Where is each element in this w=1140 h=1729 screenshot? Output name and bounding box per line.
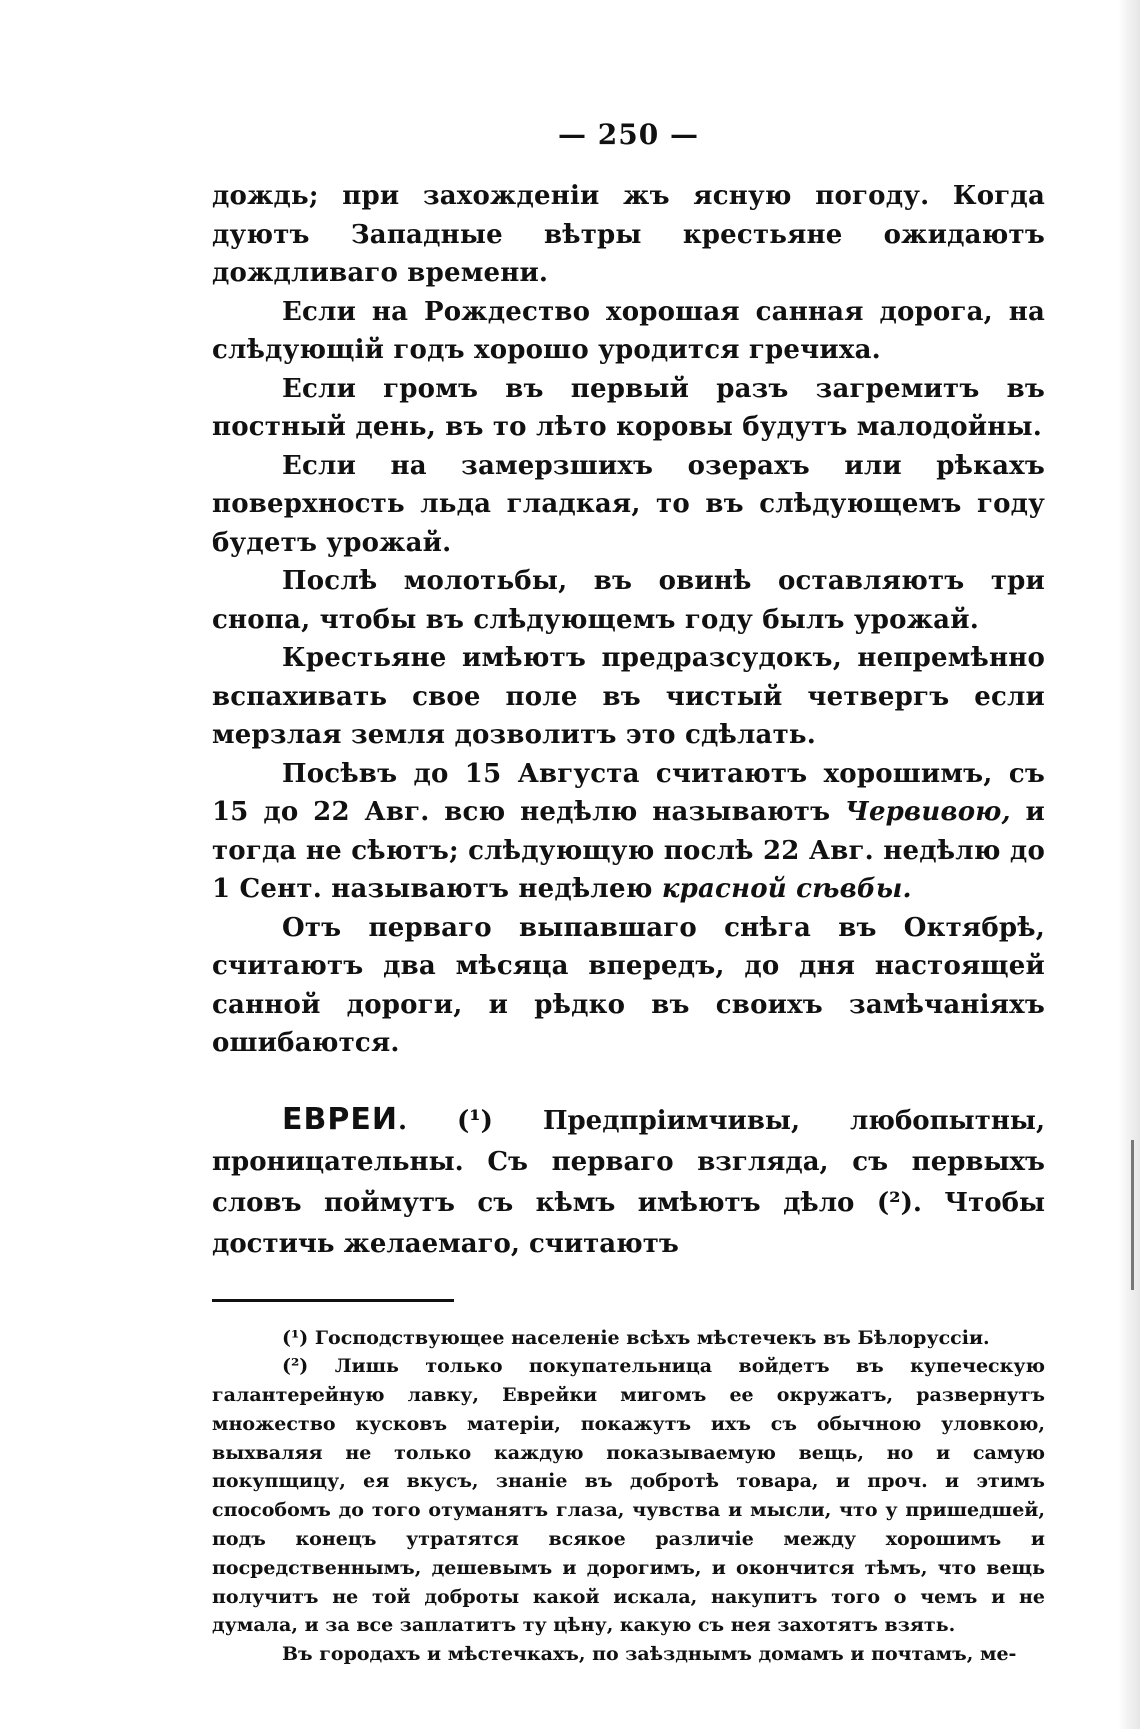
section-text-b: . Чтобы достичь желаемаго, считаютъ <box>212 1187 1046 1259</box>
scan-mark <box>1131 1140 1134 1290</box>
paragraph-clean-thursday: Крестьяне имѣютъ предразсудокъ, непремѣнно вспахивать свое поле въ чистый четвергъ если мерзлая земля дозволитъ это сдѣлать. <box>212 643 1045 750</box>
sowing-term-krasnaya-sevba: красной сѣвбы. <box>661 874 912 904</box>
sowing-term-chervivaya: Червивою, <box>845 797 1011 827</box>
paragraph-first-snow: Отъ перваго выпавшаго снѣга въ Октябрѣ, считаютъ два мѣсяца впередъ, до дня настоящей санной дороги, и рѣдко въ своихъ замѣчаніяхъ ошибаются. <box>212 912 1045 1058</box>
footnote-2-mark: (²) <box>282 1355 309 1378</box>
page-edge-shadow <box>1118 0 1140 1729</box>
paragraph-first-thunder: Если громъ въ первый разъ загремитъ въ постный день, въ то лѣто коровы будутъ малодойны. <box>212 373 1045 442</box>
footnote-ref-1[interactable]: (¹) <box>456 1105 493 1136</box>
footnote-ref-2[interactable]: (²) <box>876 1187 913 1218</box>
section-text-a: Предпріимчивы, любопытны, проницательны. Съ перваго взгляда, съ первыхъ словъ поймутъ съ кѣмъ имѣютъ дѣло <box>212 1105 1045 1218</box>
sowing-text-b: и тогда не сѣютъ; слѣдующую послѣ 22 Авг. недѣлю до 1 Сент. называютъ недѣлею <box>212 797 1045 904</box>
paragraph-christmas-road: Если на Рождество хорошая санная дорога, на слѣдующій годъ хорошо уродится гречиха. <box>212 296 1045 365</box>
page-number: — 250 — <box>558 118 699 151</box>
footnote-2-text: Лишь только покупательница войдетъ въ купеческую галантерейную лавку, Еврейки мигомъ ее окружатъ, развернутъ множество кусковъ матеріи, покажутъ ихъ съ обычною уловкою, выхваляя не только каждую показываемую вещь, но и самую покупщицу, ея вкусъ, знаніе въ добротѣ товара, и проч. и этимъ способомъ до того отуманятъ глаза, чувства и мысли, что у пришедшей, подъ конецъ утратятся всякое различіе между хорошимъ и посредственнымъ, дешевымъ и дорогимъ, и окончится тѣмъ, что вещь получитъ не той доброты какой искала, накупитъ того о чемъ и не думала, и за все заплатитъ ту цѣну, какую съ нея захотятъ взять. <box>212 1355 1045 1637</box>
book-page <box>212 118 1045 1669</box>
section-jews <box>212 1099 1045 1265</box>
footnote-1 <box>212 1324 1045 1353</box>
footnote-divider <box>212 1299 454 1302</box>
footnote-2-continued: Въ городахъ и мѣстечкахъ, по заѣзднымъ домамъ и почтамъ, ме- <box>282 1643 1017 1666</box>
paragraph-threshing: Послѣ молотьбы, въ овинѣ оставляютъ три снопа, чтобы въ слѣдующемъ году былъ урожай. <box>212 566 1045 635</box>
footnote-2 <box>212 1352 1045 1640</box>
paragraph-weather-continued: дождь; при захожденіи жъ ясную погоду. Когда дуютъ Западные вѣтры крестьяне ожидаютъ дождливаго времени. <box>212 181 1045 288</box>
section-heading-punct: . <box>397 1105 408 1136</box>
paragraph-frozen-lakes: Если на замерзшихъ озерахъ или рѣкахъ поверхность льда гладкая, то въ слѣдующемъ году будетъ урожай. <box>212 450 1045 558</box>
section-heading: ЕВРЕИ <box>282 1101 398 1137</box>
paragraph-sowing <box>212 755 1045 909</box>
footnote-1-mark: (¹) <box>282 1326 309 1349</box>
sowing-text-a: Посѣвъ до 15 Августа считаютъ хорошимъ, съ 15 до 22 Авг. всю недѣлю называютъ <box>212 758 1045 827</box>
footnote-1-text: Господствующее населеніе всѣхъ мѣстечекъ въ Бѣлоруссіи. <box>308 1326 990 1349</box>
